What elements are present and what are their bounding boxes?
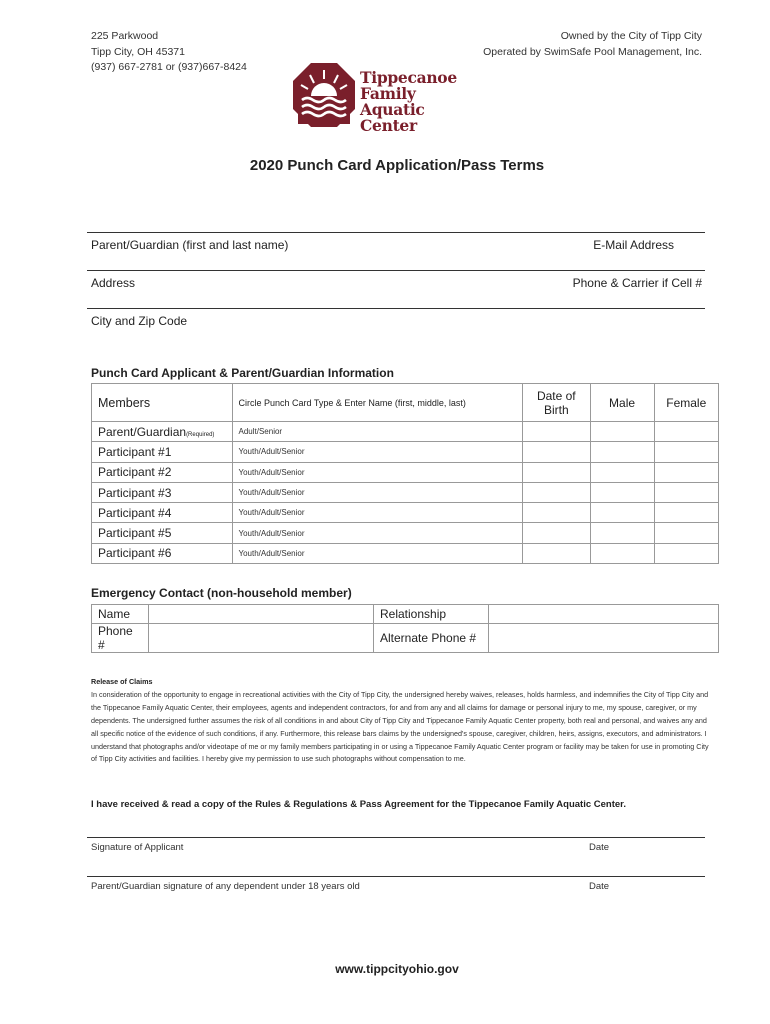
members-col-header: Members bbox=[92, 384, 233, 422]
female-cell[interactable] bbox=[654, 422, 719, 442]
alt-phone-label: Alternate Phone # bbox=[374, 624, 489, 653]
facility-address bbox=[91, 29, 247, 76]
applicant-signature-label: Signature of Applicant bbox=[91, 842, 184, 853]
website-link[interactable]: www.tippcityohio.gov bbox=[335, 962, 459, 976]
table-row bbox=[92, 462, 719, 482]
female-cell[interactable] bbox=[654, 503, 719, 523]
member-label: Participant #3 bbox=[92, 482, 233, 502]
release-of-claims bbox=[91, 676, 709, 766]
dob-cell[interactable] bbox=[522, 543, 590, 563]
parent-name-line[interactable] bbox=[87, 232, 705, 233]
male-cell[interactable] bbox=[590, 503, 654, 523]
dob-cell[interactable] bbox=[522, 462, 590, 482]
emergency-heading: Emergency Contact (non-household member) bbox=[91, 586, 352, 600]
operator-line: Operated by SwimSafe Pool Management, Inc. bbox=[483, 45, 702, 58]
male-col-header: Male bbox=[590, 384, 654, 422]
dob-cell[interactable] bbox=[522, 482, 590, 502]
female-cell[interactable] bbox=[654, 482, 719, 502]
alt-phone-field[interactable] bbox=[489, 624, 719, 653]
table-row bbox=[92, 543, 719, 563]
ownership-info bbox=[483, 29, 702, 60]
type-name-cell[interactable]: Youth/Adult/Senior bbox=[232, 523, 522, 543]
type-name-cell[interactable]: Adult/Senior bbox=[232, 422, 522, 442]
table-row bbox=[92, 523, 719, 543]
member-label: Participant #4 bbox=[92, 503, 233, 523]
table-row bbox=[92, 503, 719, 523]
female-cell[interactable] bbox=[654, 462, 719, 482]
address-line-city: Tipp City, OH 45371 bbox=[91, 45, 185, 58]
city-zip-line[interactable] bbox=[87, 308, 705, 309]
dob-cell[interactable] bbox=[522, 422, 590, 442]
parent-name-label: Parent/Guardian (first and last name) bbox=[91, 238, 289, 252]
male-cell[interactable] bbox=[590, 523, 654, 543]
dob-cell[interactable] bbox=[522, 442, 590, 462]
acknowledgement-statement: I have received & read a copy of the Rules & Regulations & Pass Agreement for the Tippecanoe Family Aquatic Center. bbox=[91, 799, 626, 810]
owner-line: Owned by the City of Tipp City bbox=[560, 30, 702, 42]
type-name-cell[interactable]: Youth/Adult/Senior bbox=[232, 543, 522, 563]
table-row bbox=[92, 422, 719, 442]
logo bbox=[292, 62, 482, 135]
relationship-field[interactable] bbox=[489, 605, 719, 624]
logo-line-3: Center bbox=[360, 116, 417, 135]
phone-label: Phone & Carrier if Cell # bbox=[572, 276, 702, 290]
emergency-name-field[interactable] bbox=[149, 605, 374, 624]
male-cell[interactable] bbox=[590, 543, 654, 563]
member-label: Participant #6 bbox=[92, 543, 233, 563]
emergency-phone-label: Phone # bbox=[92, 624, 149, 653]
member-name: Parent/Guardian bbox=[98, 424, 187, 439]
email-label: E-Mail Address bbox=[593, 238, 674, 252]
emergency-row-2 bbox=[92, 624, 719, 653]
female-cell[interactable] bbox=[654, 442, 719, 462]
applicant-signature-line[interactable] bbox=[87, 837, 705, 838]
male-cell[interactable] bbox=[590, 422, 654, 442]
table-row bbox=[92, 442, 719, 462]
page-title: 2020 Punch Card Application/Pass Terms bbox=[249, 157, 545, 174]
address-line-street: 225 Parkwood bbox=[91, 30, 159, 42]
type-name-cell[interactable]: Youth/Adult/Senior bbox=[232, 503, 522, 523]
dob-cell[interactable] bbox=[522, 523, 590, 543]
type-col-header: Circle Punch Card Type & Enter Name (first, middle, last) bbox=[232, 384, 522, 422]
address-line-phone: (937) 667-2781 or (937)667-8424 bbox=[91, 61, 247, 73]
dob-header-line-1: Date of bbox=[536, 388, 576, 403]
relationship-label: Relationship bbox=[374, 605, 489, 624]
guardian-signature-label: Parent/Guardian signature of any dependent under 18 years old bbox=[91, 881, 360, 892]
female-cell[interactable] bbox=[654, 523, 719, 543]
address-line[interactable] bbox=[87, 270, 705, 271]
member-label: Participant #1 bbox=[92, 442, 233, 462]
table-row bbox=[92, 482, 719, 502]
date-label-1: Date bbox=[589, 842, 610, 853]
emergency-name-label: Name bbox=[92, 605, 149, 624]
logo-line-1: Tippecanoe bbox=[360, 68, 457, 87]
members-header-row bbox=[92, 384, 719, 422]
female-cell[interactable] bbox=[654, 543, 719, 563]
dob-cell[interactable] bbox=[522, 503, 590, 523]
date-label-2: Date bbox=[589, 881, 610, 892]
release-body: In consideration of the opportunity to engage in recreational activities with the City of Tipp City, the undersigned hereby waives, releases, holds harmless, and indemnifies the City of Tipp City and the Tippecanoe Family Aquatic Center, their employees, agents and independent contractors, for and from any and all claims for damage or personal injury to me, my spouse, caregiver, or my dependents. The undersigned further assumes the risk of all conditions in and about City of Tipp City and Tippecanoe Family Aquatic Center property, both real and personal, and waives any and all specific notice of the evidence of such conditions, if any. Furthermore, this release bars claims by the undersigned's spouse, caregiver, children, heirs, assigns, executors, and administrators. I understand that photographs and/or videotape of me or my family members participating in or using a Tippecanoe Family Aquatic Center program or facility may be taken for use in promoting City of Tipp City activities and facilities. I hereby give my permission to use such photographs without compensation to me. bbox=[91, 689, 709, 764]
type-name-cell[interactable]: Youth/Adult/Senior bbox=[232, 482, 522, 502]
sun-waves-icon bbox=[292, 62, 356, 128]
address-label: Address bbox=[91, 276, 136, 290]
type-name-cell[interactable]: Youth/Adult/Senior bbox=[232, 462, 522, 482]
male-cell[interactable] bbox=[590, 462, 654, 482]
emergency-row-1 bbox=[92, 605, 719, 624]
emergency-table bbox=[91, 604, 719, 653]
male-cell[interactable] bbox=[590, 482, 654, 502]
guardian-signature-line[interactable] bbox=[87, 876, 705, 877]
emergency-phone-field[interactable] bbox=[149, 624, 374, 653]
members-table bbox=[91, 383, 719, 564]
city-zip-label: City and Zip Code bbox=[91, 314, 188, 328]
member-label bbox=[92, 422, 233, 442]
dob-col-header bbox=[522, 384, 590, 422]
logo-text bbox=[360, 70, 482, 134]
required-note: (Required) bbox=[186, 431, 215, 438]
applicant-section-heading: Punch Card Applicant & Parent/Guardian Information bbox=[91, 366, 394, 380]
dob-header-line-2: Birth bbox=[543, 402, 569, 417]
type-name-cell[interactable]: Youth/Adult/Senior bbox=[232, 442, 522, 462]
member-label: Participant #5 bbox=[92, 523, 233, 543]
female-col-header: Female bbox=[654, 384, 719, 422]
member-label: Participant #2 bbox=[92, 462, 233, 482]
male-cell[interactable] bbox=[590, 442, 654, 462]
release-title: Release of Claims bbox=[91, 677, 153, 686]
logo-line-2: Family Aquatic bbox=[360, 84, 425, 119]
